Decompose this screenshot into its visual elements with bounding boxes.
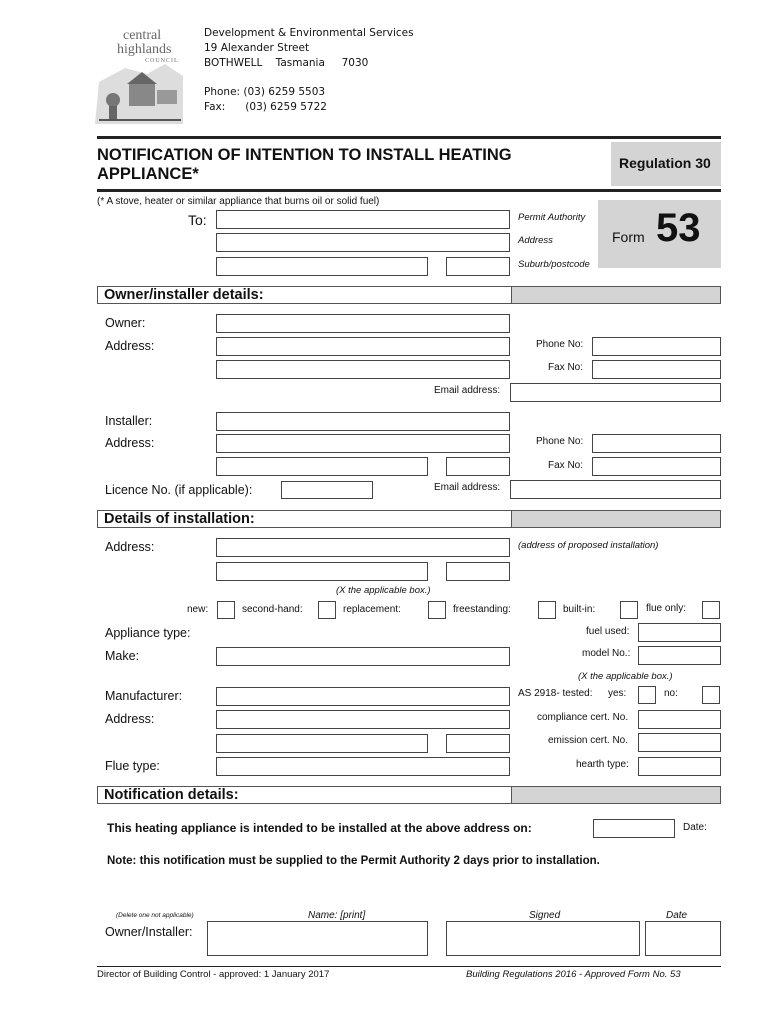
logo-text-highlands: highlands xyxy=(117,42,172,57)
x-applicable-note-1: (X the applicable box.) xyxy=(336,585,431,596)
footer-right: Building Regulations 2016 - Approved Form No. 53 xyxy=(466,969,681,980)
second-hand-label: second-hand: xyxy=(242,604,303,615)
install-address-label: Address: xyxy=(105,540,155,554)
owner-name-field[interactable] xyxy=(216,314,510,333)
org-street: 19 Alexander Street xyxy=(204,42,310,54)
install-suburb-field[interactable] xyxy=(216,562,428,581)
make-label: Make: xyxy=(105,649,140,663)
replacement-label: replacement: xyxy=(343,604,401,615)
installer-email-field[interactable] xyxy=(510,480,721,499)
footer-rule xyxy=(97,966,721,967)
permit-authority-field[interactable] xyxy=(216,210,510,229)
owner-label: Owner: xyxy=(105,316,146,330)
title-footnote: (* A stove, heater or similar appliance that burns oil or solid fuel) xyxy=(97,196,380,207)
owner-installer-label: Owner/Installer: xyxy=(105,925,193,939)
compliance-cert-field[interactable] xyxy=(638,710,721,729)
installer-address-field-1[interactable] xyxy=(216,434,510,453)
section-notification-title: Notification details: xyxy=(104,787,239,803)
as-tested-label: AS 2918- tested: xyxy=(518,688,593,699)
section-owner-installer xyxy=(97,286,721,304)
owner-email-label: Email address: xyxy=(434,385,501,396)
owner-phone-label: Phone No: xyxy=(536,339,584,350)
installer-phone-label: Phone No: xyxy=(536,436,584,447)
fuel-used-field[interactable] xyxy=(638,623,721,642)
owner-address-label: Address: xyxy=(105,339,155,353)
footer-left: Director of Building Control - approved: 1 January 2017 xyxy=(97,969,330,980)
built-in-checkbox[interactable] xyxy=(620,601,638,619)
org-name: Development & Environmental Services xyxy=(204,27,414,39)
authority-postcode-field[interactable] xyxy=(446,257,510,276)
council-logo xyxy=(95,24,183,124)
section-shade xyxy=(511,787,720,803)
flue-type-field[interactable] xyxy=(216,757,510,776)
authority-suburb-label: Suburb/postcode xyxy=(518,259,590,270)
authority-address-field[interactable] xyxy=(216,233,510,252)
manufacturer-address-field[interactable] xyxy=(216,710,510,729)
owner-phone-field[interactable] xyxy=(592,337,721,356)
form-title-line2: APPLIANCE* xyxy=(97,165,199,183)
section-shade xyxy=(511,511,720,527)
title-bottom-rule xyxy=(97,189,721,192)
model-no-field[interactable] xyxy=(638,646,721,665)
owner-address-field-2[interactable] xyxy=(216,360,510,379)
install-address-note: (address of proposed installation) xyxy=(518,540,659,551)
hearth-type-field[interactable] xyxy=(638,757,721,776)
installer-email-label: Email address: xyxy=(434,482,501,493)
signature-date-field[interactable] xyxy=(645,921,721,956)
model-no-label: model No.: xyxy=(582,648,631,659)
installer-phone-field[interactable] xyxy=(592,434,721,453)
installer-fax-field[interactable] xyxy=(592,457,721,476)
org-city: BOTHWELL Tasmania 7030 xyxy=(204,57,369,69)
freestanding-label: freestanding: xyxy=(453,604,511,615)
manufacturer-postcode-field[interactable] xyxy=(446,734,510,753)
yes-label: yes: xyxy=(608,688,627,699)
flue-only-checkbox[interactable] xyxy=(702,601,720,619)
section-owner-installer-title: Owner/installer details: xyxy=(104,287,264,303)
date-label: Date: xyxy=(683,822,707,833)
appliance-type-label: Appliance type: xyxy=(105,626,191,640)
name-column-header: Name: [print] xyxy=(308,910,366,921)
form-title-line1: NOTIFICATION OF INTENTION TO INSTALL HEATING xyxy=(97,146,512,164)
signature-field[interactable] xyxy=(446,921,640,956)
regulation-label: Regulation 30 xyxy=(619,155,711,171)
form-number-box xyxy=(598,200,721,268)
manufacturer-address-label: Address: xyxy=(105,712,155,726)
licence-field[interactable] xyxy=(281,481,373,499)
x-applicable-note-2: (X the applicable box.) xyxy=(578,671,673,682)
installer-postcode-field[interactable] xyxy=(446,457,510,476)
compliance-cert-label: compliance cert. No. xyxy=(537,712,629,723)
installer-fax-label: Fax No: xyxy=(548,460,584,471)
owner-fax-field[interactable] xyxy=(592,360,721,379)
section-installation xyxy=(97,510,721,528)
permit-authority-label: Permit Authority xyxy=(518,212,586,223)
flue-only-label: flue only: xyxy=(646,603,687,614)
authority-address-label: Address xyxy=(518,235,553,246)
installer-label: Installer: xyxy=(105,414,153,428)
emission-cert-label: emission cert. No. xyxy=(548,735,629,746)
logo-text-central: central xyxy=(123,28,162,43)
authority-suburb-field[interactable] xyxy=(216,257,428,276)
manufacturer-field[interactable] xyxy=(216,687,510,706)
install-postcode-field[interactable] xyxy=(446,562,510,581)
section-installation-title: Details of installation: xyxy=(104,511,255,527)
owner-email-field[interactable] xyxy=(510,383,721,402)
flue-type-label: Flue type: xyxy=(105,759,160,773)
delete-note: (Delete one not applicable) xyxy=(116,912,194,919)
section-notification xyxy=(97,786,721,804)
built-in-label: built-in: xyxy=(563,604,596,615)
form-word: Form xyxy=(612,229,645,245)
hearth-type-label: hearth type: xyxy=(576,759,629,770)
installer-suburb-field[interactable] xyxy=(216,457,428,476)
install-date-field[interactable] xyxy=(593,819,675,838)
freestanding-checkbox[interactable] xyxy=(538,601,556,619)
fuel-used-label: fuel used: xyxy=(586,626,630,637)
owner-address-field-1[interactable] xyxy=(216,337,510,356)
emission-cert-field[interactable] xyxy=(638,733,721,752)
manufacturer-suburb-field[interactable] xyxy=(216,734,428,753)
owner-fax-label: Fax No: xyxy=(548,362,584,373)
new-checkbox[interactable] xyxy=(217,601,235,619)
licence-label: Licence No. (if applicable): xyxy=(105,483,253,497)
installer-address-label: Address: xyxy=(105,436,155,450)
regulation-box xyxy=(611,142,721,186)
print-name-field[interactable] xyxy=(207,921,428,956)
date-column-header: Date xyxy=(666,910,688,921)
installer-name-field[interactable] xyxy=(216,412,510,431)
logo-text-council: COUNCIL xyxy=(145,58,179,64)
org-phone: Phone: (03) 6259 5503 xyxy=(204,86,326,98)
section-shade xyxy=(511,287,720,303)
replacement-checkbox[interactable] xyxy=(428,601,446,619)
intended-statement: This heating appliance is intended to be installed at the above address on: xyxy=(107,821,532,835)
signed-column-header: Signed xyxy=(529,910,561,921)
no-label: no: xyxy=(664,688,678,699)
permit-note: Note: this notification must be supplied to the Permit Authority 2 days prior to installation. xyxy=(107,855,600,867)
org-fax: Fax: (03) 6259 5722 xyxy=(204,101,327,113)
to-label: To: xyxy=(188,212,207,228)
make-field[interactable] xyxy=(216,647,510,666)
install-address-field-1[interactable] xyxy=(216,538,510,557)
tested-yes-checkbox[interactable] xyxy=(638,686,656,704)
manufacturer-label: Manufacturer: xyxy=(105,689,183,703)
second-hand-checkbox[interactable] xyxy=(318,601,336,619)
title-top-rule xyxy=(97,136,721,139)
new-label: new: xyxy=(187,604,209,615)
form-number: 53 xyxy=(656,206,701,250)
tested-no-checkbox[interactable] xyxy=(702,686,720,704)
